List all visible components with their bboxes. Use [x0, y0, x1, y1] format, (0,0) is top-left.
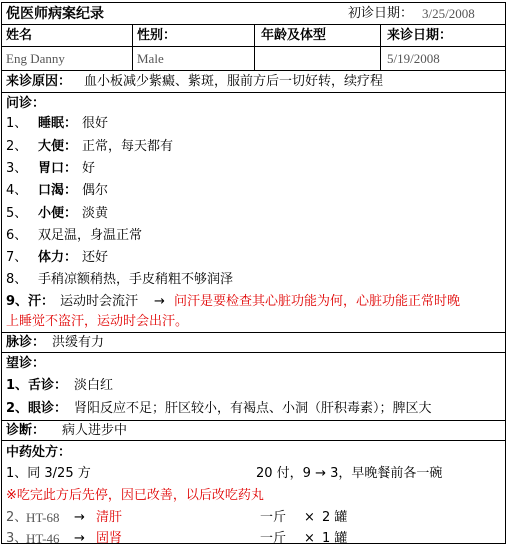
inquiry-item-label: 体力： — [38, 250, 78, 265]
age-value-cell — [254, 47, 380, 70]
gender-value-cell — [132, 47, 254, 70]
reason-text: 血小板减少紫癜、紫斑，服前方后一切好转，续疗程 — [84, 74, 384, 89]
prescription-line1-left: 1、同 3/25 方 — [6, 466, 91, 481]
prescription-item-code: HT-68 — [26, 510, 60, 525]
medical-record-sheet — [1, 2, 506, 544]
info-label-row — [2, 25, 505, 47]
diagnosis-row — [2, 421, 505, 441]
sweat-arrow-icon: → — [154, 294, 165, 309]
diagnosis-label: 诊断： — [6, 423, 46, 438]
sweat-label: 9、汗： — [6, 294, 55, 309]
age-label: 年龄及体型 — [261, 28, 327, 43]
inquiry-item-num: 8、 — [6, 272, 28, 287]
inquiry-item-value: 很好 — [82, 116, 109, 131]
inquiry-section — [2, 93, 505, 333]
inquiry-item-num: 7、 — [6, 250, 28, 265]
inquiry-title: 问诊： — [6, 96, 46, 111]
first-visit-date: 3/25/2008 — [422, 6, 475, 21]
observation-title: 望诊： — [6, 356, 46, 371]
info-value-row — [2, 47, 505, 71]
prescription-item-qty: 一斤 — [260, 510, 287, 525]
visit-date-label: 来诊日期： — [387, 28, 453, 43]
eye-label: 2、眼诊： — [6, 401, 68, 416]
name-label-cell — [2, 25, 132, 46]
prescription-line1-right: 20 付，9 → 3，早晚餐前各一碗 — [256, 466, 443, 481]
name-label: 姓名 — [6, 28, 33, 43]
record-title: 倪医师病案纪录 — [6, 6, 104, 22]
prescription-item-name: 固肾 — [96, 531, 123, 546]
inquiry-item-label: 大便： — [38, 139, 78, 154]
pulse-label: 脉诊： — [6, 335, 46, 350]
visit-date-label-cell — [380, 25, 505, 46]
reason-label: 来诊原因： — [6, 74, 72, 89]
prescription-item-name: 清肝 — [96, 510, 123, 525]
inquiry-item-value: 正常，每天都有 — [82, 139, 174, 154]
inquiry-item-num: 4、 — [6, 183, 28, 198]
tongue-label: 1、舌诊： — [6, 378, 68, 393]
pulse-row — [2, 333, 505, 353]
tongue-value: 淡白红 — [74, 378, 114, 393]
visit-date: 5/19/2008 — [387, 51, 440, 66]
patient-name: Eng Danny — [6, 51, 65, 66]
times-icon: × — [304, 531, 315, 546]
inquiry-item-value: 好 — [82, 161, 96, 176]
inquiry-item-value: 偶尔 — [82, 183, 109, 198]
inquiry-item-value: 双足温，身温正常 — [38, 228, 143, 243]
inquiry-item-value: 淡黄 — [82, 206, 109, 221]
inquiry-item-label: 胃口： — [38, 161, 78, 176]
prescription-note: ※吃完此方后先停，因已改善，以后改吃药丸 — [6, 488, 264, 503]
prescription-item-count: 1 罐 — [322, 531, 348, 546]
patient-gender: Male — [137, 51, 164, 66]
eye-value: 肾阳反应不足；肝区较小，有褐点、小洞（肝积毒素）；脾区大 — [74, 401, 432, 416]
sweat-note-line1: 问汗是要检查其心脏功能为何，心脏功能正常时晚 — [174, 294, 461, 309]
inquiry-item-label: 口渴： — [38, 183, 78, 198]
pulse-value: 洪缓有力 — [52, 335, 105, 350]
inquiry-item-num: 2、 — [6, 139, 28, 154]
reason-row — [2, 71, 505, 93]
diagnosis-value: 病人进步中 — [62, 423, 128, 438]
sweat-value: 运动时会流汗 — [60, 294, 139, 309]
inquiry-item-label: 小便： — [38, 206, 78, 221]
age-label-cell — [254, 25, 380, 46]
sweat-note-line2: 上睡觉不盗汗，运动时会出汗。 — [6, 314, 189, 329]
prescription-item-qty: 一斤 — [260, 531, 287, 546]
prescription-title: 中药处方： — [6, 445, 72, 460]
header-row — [2, 3, 505, 25]
gender-label-cell — [132, 25, 254, 46]
name-value-cell — [2, 47, 132, 70]
prescription-item-num: 2、 — [6, 510, 28, 525]
prescription-item-count: 2 罐 — [322, 510, 348, 525]
inquiry-item-value: 手稍凉额稍热，手皮稍粗不够润泽 — [38, 272, 234, 287]
inquiry-item-num: 6、 — [6, 228, 28, 243]
arrow-icon: → — [74, 510, 85, 525]
times-icon: × — [304, 510, 315, 525]
prescription-item-code: HT-46 — [26, 531, 60, 546]
inquiry-item-label: 睡眠： — [38, 116, 78, 131]
inquiry-item-num: 5、 — [6, 206, 28, 221]
prescription-section — [2, 441, 505, 546]
prescription-item-num: 3、 — [6, 531, 28, 546]
gender-label: 性别： — [137, 28, 177, 43]
inquiry-item-num: 1、 — [6, 116, 28, 131]
visit-date-value-cell — [380, 47, 505, 70]
arrow-icon: → — [74, 531, 85, 546]
inquiry-item-value: 还好 — [82, 250, 109, 265]
observation-section — [2, 353, 505, 421]
inquiry-item-num: 3、 — [6, 161, 28, 176]
first-visit-label: 初诊日期： — [348, 6, 414, 21]
